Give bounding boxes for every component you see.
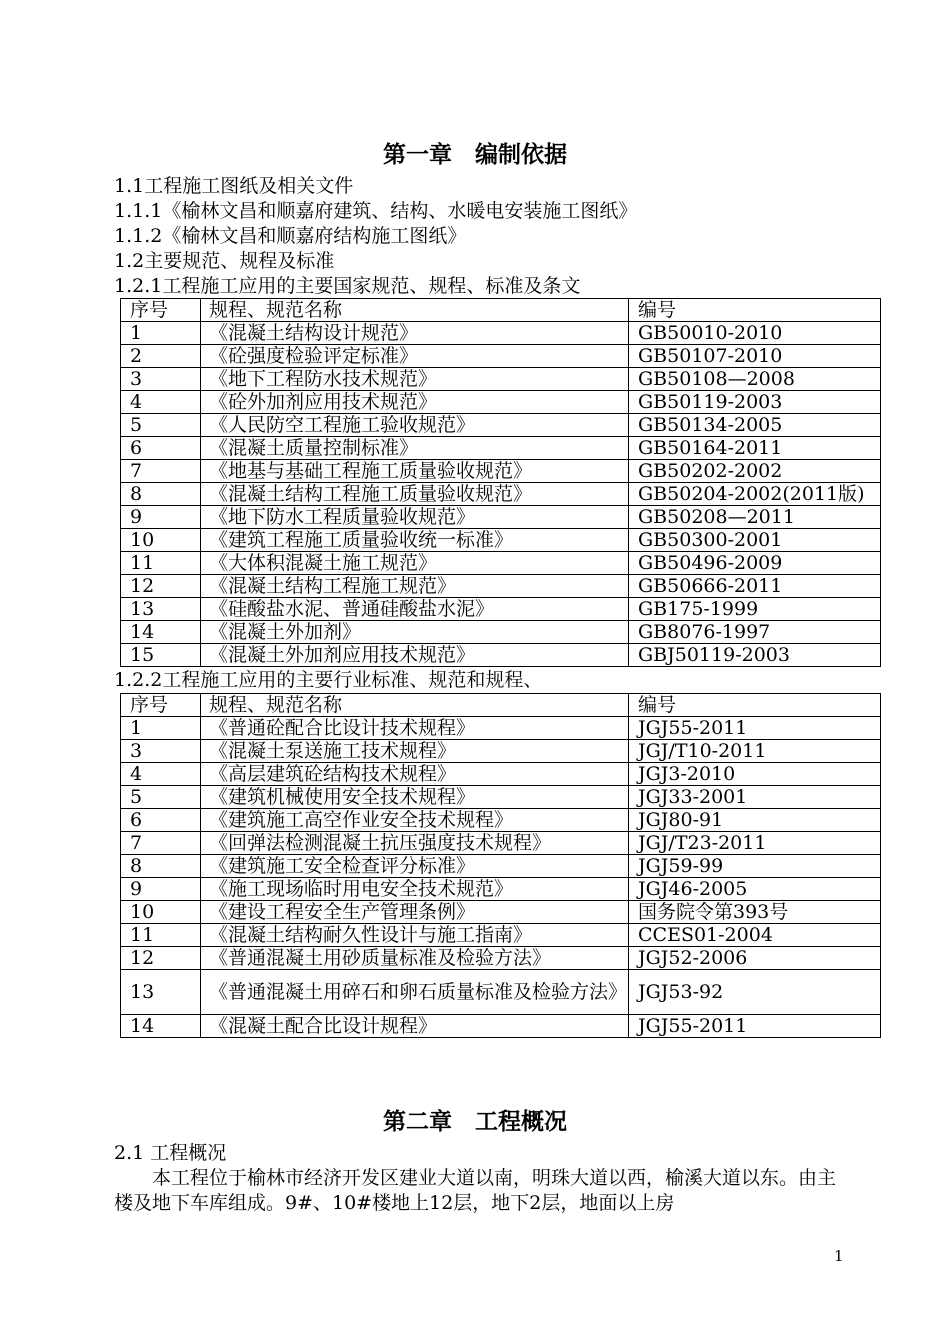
- cell-name: 《施工现场临时用电安全技术规范》: [201, 878, 629, 901]
- cell-seq: 4: [121, 391, 201, 414]
- table-row: [121, 901, 881, 924]
- table-row: [121, 575, 881, 598]
- cell-seq: 5: [121, 414, 201, 437]
- heading-1-2: 1.2主要规范、规程及标准: [114, 250, 335, 272]
- cell-code: GB50119-2003: [629, 391, 881, 414]
- cell-code: 国务院令第393号: [629, 901, 881, 924]
- table-row: [121, 763, 881, 786]
- table-row: [121, 621, 881, 644]
- header-code: 编号: [629, 299, 881, 322]
- cell-seq: 14: [121, 1015, 201, 1038]
- table-row: [121, 598, 881, 621]
- cell-seq: 8: [121, 483, 201, 506]
- table-row: [121, 644, 881, 667]
- cell-name: 《混凝土外加剂应用技术规范》: [201, 644, 629, 667]
- cell-seq: 3: [121, 740, 201, 763]
- cell-code: GB50108—2008: [629, 368, 881, 391]
- cell-code: GBJ50119-2003: [629, 644, 881, 667]
- table-row: [121, 947, 881, 970]
- cell-name: 《混凝土结构工程施工质量验收规范》: [201, 483, 629, 506]
- cell-seq: 12: [121, 947, 201, 970]
- cell-name: 《普通砼配合比设计技术规程》: [201, 717, 629, 740]
- table-row: [121, 345, 881, 368]
- cell-seq: 2: [121, 345, 201, 368]
- table-row: [121, 506, 881, 529]
- cell-name: 《人民防空工程施工验收规范》: [201, 414, 629, 437]
- cell-code: JGJ/T10-2011: [629, 740, 881, 763]
- table-row: [121, 391, 881, 414]
- cell-name: 《地下防水工程质量验收规范》: [201, 506, 629, 529]
- header-code: 编号: [629, 694, 881, 717]
- table-row: [121, 878, 881, 901]
- table-row: [121, 924, 881, 947]
- cell-code: JGJ52-2006: [629, 947, 881, 970]
- table-row: [121, 322, 881, 345]
- cell-code: GB50107-2010: [629, 345, 881, 368]
- chapter-2-title: 第二章 工程概况: [383, 1109, 567, 1135]
- cell-seq: 1: [121, 717, 201, 740]
- cell-name: 《混凝土外加剂》: [201, 621, 629, 644]
- overview-paragraph: 本工程位于榆林市经济开发区建业大道以南，明珠大道以西，榆溪大道以东。由主楼及地下车库组成。9#、10#楼地上12层，地下2层，地面以上房: [114, 1167, 837, 1214]
- cell-code: JGJ55-2011: [629, 1015, 881, 1038]
- cell-code: GB50666-2011: [629, 575, 881, 598]
- cell-name: 《砼外加剂应用技术规范》: [201, 391, 629, 414]
- page-number: 1: [834, 1247, 844, 1265]
- cell-code: JGJ3-2010: [629, 763, 881, 786]
- cell-code: JGJ80-91: [629, 809, 881, 832]
- cell-code: GB175-1999: [629, 598, 881, 621]
- cell-code: JGJ53-92: [629, 970, 881, 1015]
- cell-name: 《建筑施工高空作业安全技术规程》: [201, 809, 629, 832]
- cell-name: 《硅酸盐水泥、普通硅酸盐水泥》: [201, 598, 629, 621]
- cell-name: 《混凝土泵送施工技术规程》: [201, 740, 629, 763]
- cell-seq: 8: [121, 855, 201, 878]
- cell-code: GB50204-2002(2011版): [629, 483, 881, 506]
- cell-seq: 3: [121, 368, 201, 391]
- industry-standards-table: [120, 693, 881, 1038]
- cell-code: CCES01-2004: [629, 924, 881, 947]
- cell-seq: 11: [121, 552, 201, 575]
- cell-name: 《普通混凝土用碎石和卵石质量标准及检验方法》: [201, 970, 629, 1015]
- cell-seq: 4: [121, 763, 201, 786]
- table-row: [121, 970, 881, 1015]
- cell-code: GB50202-2002: [629, 460, 881, 483]
- cell-seq: 5: [121, 786, 201, 809]
- cell-name: 《地下工程防水技术规范》: [201, 368, 629, 391]
- cell-seq: 1: [121, 322, 201, 345]
- cell-name: 《普通混凝土用砂质量标准及检验方法》: [201, 947, 629, 970]
- cell-name: 《混凝土质量控制标准》: [201, 437, 629, 460]
- table-row: [121, 460, 881, 483]
- cell-name: 《地基与基础工程施工质量验收规范》: [201, 460, 629, 483]
- table-row: [121, 414, 881, 437]
- cell-seq: 15: [121, 644, 201, 667]
- heading-1-2-1: 1.2.1工程施工应用的主要国家规范、规程、标准及条文: [114, 275, 581, 297]
- cell-seq: 6: [121, 809, 201, 832]
- item-1-1-1: 1.1.1《榆林文昌和顺嘉府建筑、结构、水暖电安装施工图纸》: [114, 200, 638, 222]
- table-row: [121, 552, 881, 575]
- cell-name: 《建筑工程施工质量验收统一标准》: [201, 529, 629, 552]
- cell-name: 《高层建筑砼结构技术规程》: [201, 763, 629, 786]
- cell-code: GB8076-1997: [629, 621, 881, 644]
- cell-seq: 13: [121, 970, 201, 1015]
- table-row: [121, 437, 881, 460]
- chapter-1-title: 第一章 编制依据: [383, 142, 567, 168]
- table-row: [121, 1015, 881, 1038]
- table-row: [121, 368, 881, 391]
- cell-name: 《回弹法检测混凝土抗压强度技术规程》: [201, 832, 629, 855]
- cell-seq: 10: [121, 901, 201, 924]
- cell-code: GB50134-2005: [629, 414, 881, 437]
- cell-code: GB50496-2009: [629, 552, 881, 575]
- table-row: [121, 832, 881, 855]
- cell-seq: 14: [121, 621, 201, 644]
- cell-name: 《建筑机械使用安全技术规程》: [201, 786, 629, 809]
- cell-name: 《混凝土结构耐久性设计与施工指南》: [201, 924, 629, 947]
- table-row: [121, 529, 881, 552]
- cell-code: JGJ55-2011: [629, 717, 881, 740]
- cell-name: 《混凝土结构工程施工规范》: [201, 575, 629, 598]
- table-header-row: [121, 299, 881, 322]
- cell-name: 《建筑施工安全检查评分标准》: [201, 855, 629, 878]
- cell-code: GB50164-2011: [629, 437, 881, 460]
- cell-seq: 7: [121, 460, 201, 483]
- heading-1-2-2: 1.2.2工程施工应用的主要行业标准、规范和规程、: [114, 669, 543, 691]
- heading-2-1: 2.1 工程概况: [114, 1142, 227, 1164]
- item-1-1-2: 1.1.2《榆林文昌和顺嘉府结构施工图纸》: [114, 225, 467, 247]
- header-seq: 序号: [121, 299, 201, 322]
- cell-name: 《混凝土结构设计规范》: [201, 322, 629, 345]
- cell-seq: 7: [121, 832, 201, 855]
- table-row: [121, 809, 881, 832]
- cell-seq: 10: [121, 529, 201, 552]
- header-name: 规程、规范名称: [201, 299, 629, 322]
- cell-seq: 11: [121, 924, 201, 947]
- cell-name: 《建设工程安全生产管理条例》: [201, 901, 629, 924]
- cell-seq: 13: [121, 598, 201, 621]
- table-row: [121, 786, 881, 809]
- cell-name: 《混凝土配合比设计规程》: [201, 1015, 629, 1038]
- table-row: [121, 740, 881, 763]
- table-header-row: [121, 694, 881, 717]
- header-seq: 序号: [121, 694, 201, 717]
- national-standards-table: [120, 298, 881, 667]
- cell-code: GB50300-2001: [629, 529, 881, 552]
- cell-name: 《大体积混凝土施工规范》: [201, 552, 629, 575]
- cell-name: 《砼强度检验评定标准》: [201, 345, 629, 368]
- table-row: [121, 483, 881, 506]
- table-row: [121, 855, 881, 878]
- cell-code: GB50208—2011: [629, 506, 881, 529]
- cell-code: JGJ59-99: [629, 855, 881, 878]
- cell-code: GB50010-2010: [629, 322, 881, 345]
- table-row: [121, 717, 881, 740]
- cell-code: JGJ/T23-2011: [629, 832, 881, 855]
- cell-code: JGJ33-2001: [629, 786, 881, 809]
- header-name: 规程、规范名称: [201, 694, 629, 717]
- cell-seq: 9: [121, 506, 201, 529]
- cell-code: JGJ46-2005: [629, 878, 881, 901]
- cell-seq: 6: [121, 437, 201, 460]
- cell-seq: 9: [121, 878, 201, 901]
- cell-seq: 12: [121, 575, 201, 598]
- heading-1-1: 1.1工程施工图纸及相关文件: [114, 175, 354, 197]
